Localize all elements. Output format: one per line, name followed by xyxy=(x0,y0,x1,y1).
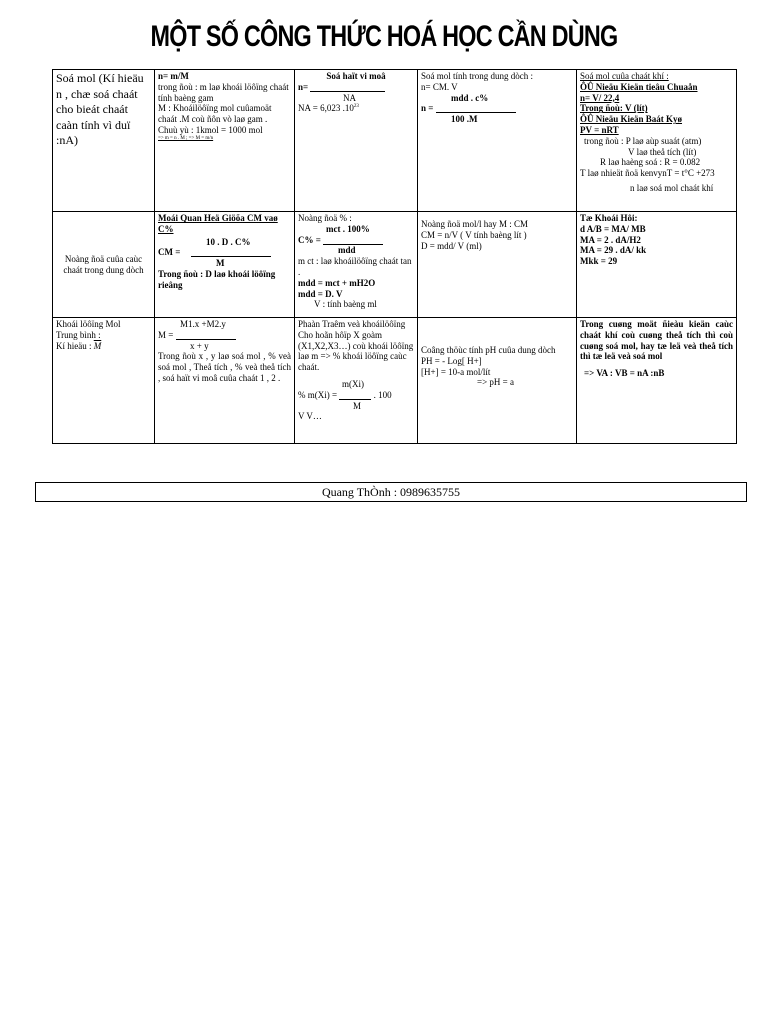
text: mdd . c% xyxy=(451,92,489,103)
text: V V… xyxy=(298,411,322,422)
text: T laø nhieät ñoä kenvynT = t°C +273 xyxy=(580,168,715,179)
text: Noàng ñoä mol/l hay M : CM xyxy=(421,219,528,229)
text: mdd xyxy=(338,245,356,256)
fraction-bar xyxy=(310,91,385,92)
text: Soá mol cuûa chaát khí : xyxy=(580,71,669,81)
text: 10 . D . C% xyxy=(206,236,251,247)
cell-mol-mass-formula xyxy=(155,70,295,212)
average-mass-symbol: $\overline{M}$ xyxy=(93,340,102,351)
text: M xyxy=(216,258,225,269)
cell-percent-concentration xyxy=(295,212,418,318)
cell-gas-mol xyxy=(577,70,737,212)
text: M xyxy=(353,400,362,411)
text: Chuù yù : 1kmol = 1000 mol xyxy=(158,124,263,135)
text: 100 .M xyxy=(451,114,478,125)
text: Trong cuøng moät ñieàu kieän caùc chaát khí coù cuøng theå tích thì coù cuøng soá mol, hay tæ leä veà theå tích thì tæ leä veà soá mol xyxy=(580,319,733,362)
cell-molarity xyxy=(418,212,577,318)
cell-average-mass-formula xyxy=(155,318,295,444)
text: Soá mol tính trong dung dòch : xyxy=(421,71,533,81)
formula-n-m-M: n= m/M xyxy=(158,71,189,81)
text: m ct : laø khoáilöôïng chaát tan . xyxy=(298,256,412,277)
text: n= V/ 22,4 xyxy=(580,92,620,103)
text: Tæ Khoái Hôi: xyxy=(580,213,638,223)
cell-mol-definition xyxy=(53,70,155,212)
text: NA = 6,023 .10 xyxy=(298,103,354,114)
author-contact: Quang ThÒnh : 0989635755 xyxy=(35,482,747,502)
cell-concentration-label xyxy=(53,212,155,318)
table-row xyxy=(53,318,737,444)
table-row xyxy=(53,70,737,212)
text: n = xyxy=(421,103,434,114)
text: d A/B = MA/ MB xyxy=(580,223,646,234)
text: PV = nRT xyxy=(580,124,619,135)
text: n laø soá mol chaát khí xyxy=(630,182,714,193)
mol-definition-text: Soá mol (Kí hieäu n , chæ soá chaát cho bieát chaát caàn tính vì duï :nA) xyxy=(56,71,144,148)
cell-gas-volume-ratio xyxy=(577,318,737,444)
fraction-bar xyxy=(323,244,383,245)
text: Trong ñoù x , y laø soá mol , % veà soá mol , Theå tích , % veà theå tích , soá haït vi moâ cuûa chaát 1 , 2 . xyxy=(158,351,291,383)
text: [H+] = 10-a mol/lít xyxy=(421,366,491,377)
text: Moái Quan Heä Giöõa CM vaø C% xyxy=(158,213,278,234)
text: MA = 29 . dA/ kk xyxy=(580,245,647,256)
cell-gas-density xyxy=(577,212,737,318)
text: Noàng ñoä cuûa caùc chaát trong dung dòch xyxy=(63,253,144,275)
text: Trung bình : xyxy=(56,329,101,340)
text: CM = xyxy=(158,247,181,258)
text: Soá haït vi moâ xyxy=(326,71,386,81)
text: Cho hoãn hôïp X goàm (X1,X2,X3…) coù khoái löôïng laø m => % khoái löôïng caùc chaát. xyxy=(298,329,414,373)
text: ÔÛ Nieäu Kieän tieâu Chuaån xyxy=(580,81,698,92)
text: Phaàn Traêm veà khoáilöôïng xyxy=(298,319,406,329)
cell-average-mass-label xyxy=(53,318,155,444)
formula-table xyxy=(52,69,737,444)
fraction-bar xyxy=(339,399,371,400)
page-title: MỘT SỐ CÔNG THỨC HOÁ HỌC CẦN DÙNG xyxy=(150,20,618,53)
table-row xyxy=(53,212,737,318)
cell-particles xyxy=(295,70,418,212)
text: . 100 xyxy=(373,389,392,400)
cell-mass-percent xyxy=(295,318,418,444)
text: M : Khoáilöôïng mol cuûamoät chaát .M coù ñôn vò laø gam . xyxy=(158,103,272,125)
text: mdd = mct + mH2O xyxy=(298,277,376,288)
fraction-bar xyxy=(191,256,271,257)
text: m(Xi) xyxy=(342,378,364,389)
text: C% = xyxy=(298,234,321,245)
text: Mkk = 29 xyxy=(580,256,618,267)
text: M1.x +M2.y xyxy=(180,319,226,329)
text: Kí hieäu : xyxy=(56,340,92,351)
text: V laø theå tích (lít) xyxy=(628,146,697,157)
text: Coâng thöùc tính pH cuûa dung dòch xyxy=(421,345,556,355)
text: Trong ñoù: V (lít) xyxy=(580,103,648,114)
text: n= CM. V xyxy=(421,81,458,92)
text: V : tính baèng ml xyxy=(314,299,377,310)
text: % m(Xi) = xyxy=(298,389,338,400)
text: PH = - Log[ H+] xyxy=(421,355,482,366)
text: Trong ñoù : D laø khoái löôïng rieâng xyxy=(158,268,276,290)
text: => m = n . M ; => M = m/n xyxy=(158,135,214,141)
text: mct . 100% xyxy=(326,223,370,234)
fraction-bar xyxy=(176,339,236,340)
cell-ph xyxy=(418,318,577,444)
text: CM = n/V ( V tính baèng lít ) xyxy=(421,229,527,240)
text: 23 xyxy=(353,104,359,110)
cell-solution-mol xyxy=(418,70,577,212)
text: M = xyxy=(158,329,174,340)
text: Khoái löôïng Mol xyxy=(56,319,121,329)
text: => pH = a xyxy=(477,377,514,388)
text: MA = 2 . dA/H2 xyxy=(580,234,641,245)
text: D = mdd/ V (ml) xyxy=(421,240,482,251)
cell-cm-c-relation xyxy=(155,212,295,318)
text: ÔÛ Nieäu Kieän Baát Kyø xyxy=(580,114,683,125)
text: x + y xyxy=(190,340,209,351)
text: n= xyxy=(298,81,309,92)
text: Noàng ñoä % : xyxy=(298,213,352,223)
text: trong ñoù : m laø khoái löôïng chaát tính baèng gam xyxy=(158,81,289,103)
text: mdd = D. V xyxy=(298,288,343,299)
text: => VA : VB = nA :nB xyxy=(584,368,665,379)
text: NA xyxy=(343,92,356,103)
fraction-bar xyxy=(436,112,516,113)
text: trong ñoù : P laø aùp suaát (atm) xyxy=(584,135,702,146)
text: R laø haèng soá : R = 0.082 xyxy=(600,157,701,168)
